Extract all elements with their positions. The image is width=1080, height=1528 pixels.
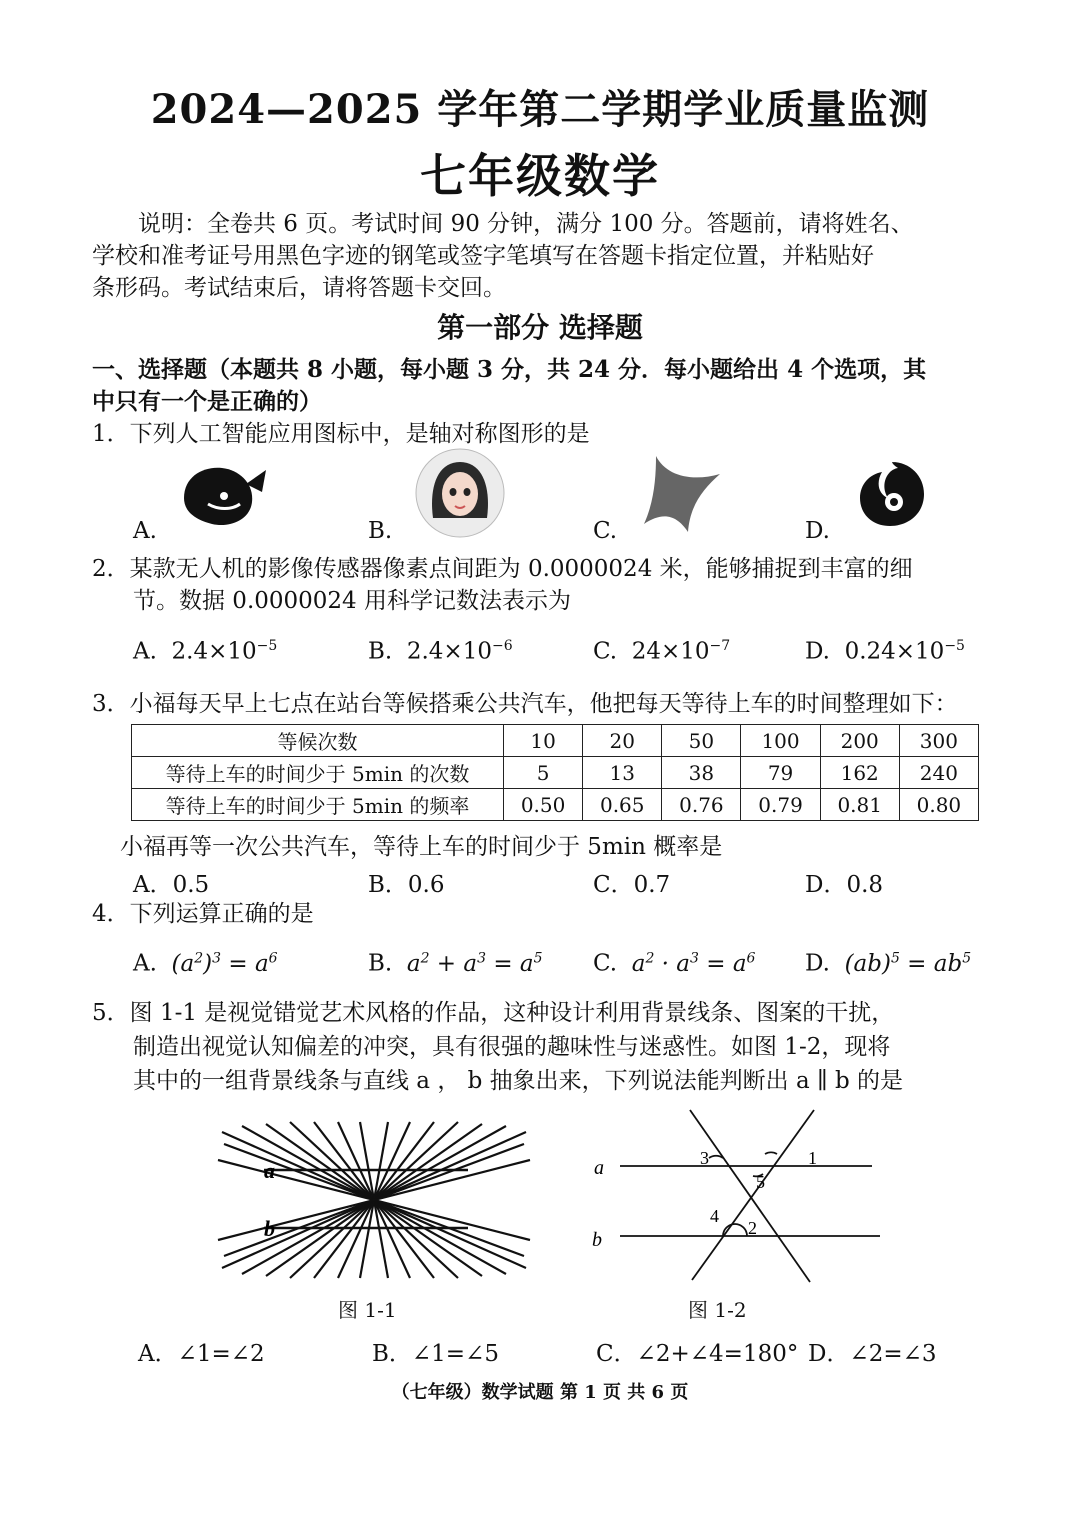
q2-option-d-label: D. (805, 638, 830, 665)
table-row (132, 725, 979, 757)
table-cell: 13 (583, 757, 662, 789)
q3-option-b: B．0.6 (368, 872, 445, 898)
q2-option-b (368, 638, 513, 665)
q2-option-c-exponent: −7 (709, 638, 731, 654)
table-row (132, 789, 979, 821)
q5-option-b: B．∠1=∠5 (372, 1341, 499, 1367)
q3-followup: 小福再等一次公共汽车，等待上车的时间少于 5min 概率是 (120, 834, 723, 860)
frequency-table (131, 724, 979, 821)
instructions-line-2: 学校和准考证号用黑色字迹的钢笔或签字笔填写在答题卡指定位置，并粘贴好 (92, 243, 874, 269)
fig2-label-a: a (594, 1157, 604, 1179)
q4-option-b-label: B. (368, 950, 393, 977)
q2-option-d-base: 0.24×10 (844, 638, 945, 665)
q4-option-c (593, 950, 755, 977)
table-cell: 200 (820, 725, 899, 757)
q4-option-c-formula: $a^2 \cdot a^3 = a^6$ (631, 950, 756, 977)
star-shape-logo-icon (640, 454, 722, 534)
q5-stem-line-1: 5．图 1-1 是视觉错觉艺术风格的作品，这种设计利用背景线条、图案的干扰， (92, 1000, 895, 1026)
table-cell: 20 (583, 725, 662, 757)
table-cell: 0.50 (504, 789, 583, 821)
q5-stem-line-3: 其中的一组背景线条与直线 a ， b 抽象出来，下列说法能判断出 a ∥ b 的是 (133, 1068, 903, 1094)
angle-label-5: 5 (756, 1172, 765, 1192)
q4-option-a-formula: $(a^2)^3 = a^6$ (171, 950, 278, 977)
instructions-line-3: 条形码。考试结束后，请将答题卡交回。 (92, 275, 506, 301)
q2-option-d (805, 638, 965, 665)
instructions-line-1: 说明：全卷共 6 页。考试时间 90 分钟，满分 100 分。答题前，请将姓名、 (138, 211, 914, 237)
avatar-girl-icon (415, 448, 505, 538)
q4-option-a (133, 950, 278, 977)
table-row-header: 等候次数 (132, 725, 504, 757)
exam-title: 2024—2025 学年第二学期学业质量监测 (150, 86, 930, 133)
whale-logo-icon (178, 462, 270, 528)
q5-option-a: A．∠1=∠2 (138, 1341, 265, 1367)
q5-stem-line-2: 制造出视觉认知偏差的冲突，具有很强的趣味性与迷惑性。如图 1-2，现将 (133, 1034, 891, 1060)
table-cell: 10 (504, 725, 583, 757)
q2-stem-line-2: 节。数据 0.0000024 用科学记数法表示为 (133, 588, 571, 614)
q4-option-b (368, 950, 543, 977)
figure-1-2-caption: 图 1-2 (688, 1298, 747, 1322)
section-heading (92, 354, 992, 418)
angle-label-3: 3 (700, 1148, 709, 1168)
table-row-header: 等待上车的时间少于 5min 的次数 (132, 757, 504, 789)
q2-option-c-base: 24×10 (631, 638, 710, 665)
q2-option-a-base: 2.4×10 (171, 638, 257, 665)
flame-logo-icon (856, 458, 928, 530)
table-cell: 0.81 (820, 789, 899, 821)
fig2-label-b: b (592, 1229, 602, 1251)
q1-option-b-label: B. (368, 518, 393, 544)
table-cell: 0.79 (741, 789, 820, 821)
q3-stem: 3．小福每天早上七点在站台等候搭乘公共汽车，他把每天等待上车的时间整理如下： (92, 691, 958, 717)
table-cell: 0.65 (583, 789, 662, 821)
table-cell: 300 (899, 725, 978, 757)
table-cell: 38 (662, 757, 741, 789)
q2-option-a-exponent: −5 (256, 638, 278, 654)
table-cell: 79 (741, 757, 820, 789)
q5-option-d: D．∠2=∠3 (808, 1341, 937, 1367)
q1-option-c-label: C. (593, 518, 618, 544)
subject-title: 七年级数学 (420, 149, 660, 203)
q4-stem: 4．下列运算正确的是 (92, 901, 314, 927)
figure-1-1-caption: 图 1-1 (338, 1298, 397, 1322)
q4-option-d-formula: $(ab)^5 = ab^5$ (844, 950, 972, 977)
q3-option-c: C．0.7 (593, 872, 671, 898)
q4-option-c-label: C. (593, 950, 618, 977)
q4-option-b-formula: $a^2 + a^3 = a^5$ (406, 950, 543, 977)
fig1-label-a: a (264, 1158, 275, 1183)
q2-option-a (133, 638, 277, 665)
table-row (132, 757, 979, 789)
q3-option-a: A．0.5 (133, 872, 210, 898)
q1-option-d-label: D. (805, 518, 830, 544)
table-cell: 240 (899, 757, 978, 789)
table-cell: 162 (820, 757, 899, 789)
q2-option-a-label: A. (133, 638, 157, 665)
page-footer: （七年级）数学试题 第 1 页 共 6 页 (391, 1382, 689, 1403)
q5-option-c: C．∠2+∠4=180° (596, 1341, 799, 1367)
figure-1-2-parallel-lines (582, 1106, 892, 1286)
q2-option-b-base: 2.4×10 (406, 638, 492, 665)
q1-stem: 1．下列人工智能应用图标中，是轴对称图形的是 (92, 421, 590, 447)
q2-stem-line-1: 2．某款无人机的影像传感器像素点间距为 0.0000024 米，能够捕捉到丰富的细 (92, 556, 913, 582)
figure-1-1-illusion (214, 1120, 534, 1280)
table-cell: 50 (662, 725, 741, 757)
part-title: 第一部分 选择题 (437, 311, 643, 344)
table-cell: 100 (741, 725, 820, 757)
instructions (92, 208, 992, 304)
q4-option-a-label: A. (133, 950, 157, 977)
angle-label-2: 2 (748, 1218, 757, 1238)
table-cell: 0.76 (662, 789, 741, 821)
q4-option-d (805, 950, 971, 977)
table-cell: 0.80 (899, 789, 978, 821)
q4-option-d-label: D. (805, 950, 830, 977)
angle-label-1: 1 (808, 1148, 817, 1168)
q2-option-b-label: B. (368, 638, 393, 665)
fig1-label-b: b (264, 1216, 275, 1241)
q2-option-b-exponent: −6 (491, 638, 513, 654)
q2-option-d-exponent: −5 (944, 638, 965, 654)
q2-option-c (593, 638, 730, 665)
table-cell: 5 (504, 757, 583, 789)
q1-option-a-label: A. (133, 518, 157, 544)
q2-option-c-label: C. (593, 638, 618, 665)
table-row-header: 等待上车的时间少于 5min 的频率 (132, 789, 504, 821)
section-heading-line-2: 中只有一个是正确的） (92, 388, 322, 415)
q3-option-d: D．0.8 (805, 872, 884, 898)
angle-label-4: 4 (710, 1206, 719, 1226)
section-heading-line-1: 一、选择题（本题共 8 小题，每小题 3 分，共 24 分．每小题给出 4 个选项，其 (92, 356, 927, 383)
